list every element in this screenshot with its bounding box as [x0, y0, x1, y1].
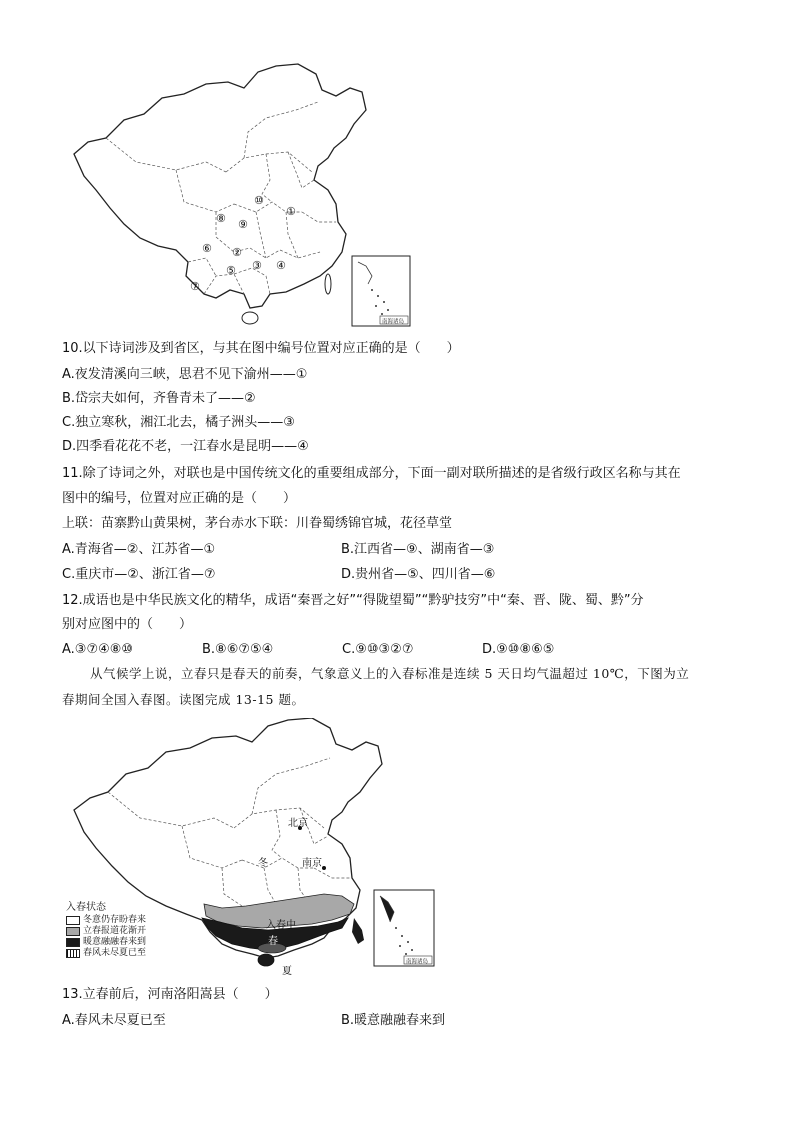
legend-swatch-gray [66, 927, 80, 936]
q13-option-b: B.暖意融融春来到 [341, 1013, 446, 1028]
legend-item-winter [66, 915, 146, 926]
q12-option-c: C.⑨⑩③②⑦ [342, 642, 414, 657]
q12-stem-1: 12.成语也是中华民族文化的精华，成语“秦晋之好”“得陇望蜀”“黔驴技穷”中“秦、晋、陇、蜀、黔”分 [62, 593, 644, 608]
q11-option-b: B.江西省—⑨、湖南省—③ [341, 542, 495, 557]
region-summer: 夏 [282, 966, 292, 976]
legend-swatch-dark [66, 938, 80, 947]
legend-label: 春风未尽夏已至 [83, 948, 147, 958]
label-9: ⑨ [238, 218, 248, 231]
q12-option-d: D.⑨⑩⑧⑥⑤ [482, 642, 555, 657]
q11-option-a: A.青海省—②、江苏省—① [62, 542, 216, 557]
q11-couplet: 上联：苗寨黔山黄果树，茅台赤水下联：川眷蜀绣锦官城，花径草堂 [62, 516, 453, 531]
label-2: ② [232, 246, 242, 259]
label-4: ④ [276, 259, 286, 272]
legend-label: 暖意融融春来到 [83, 937, 147, 947]
legend-label: 立春报道花渐开 [83, 926, 147, 936]
q10-option-b: B.岱宗夫如何，齐鲁青未了——② [62, 391, 256, 406]
q10-option-c: C.独立寒秋，湘江北去，橘子洲头——③ [62, 415, 295, 430]
q13-option-a: A.春风未尽夏已至 [62, 1013, 166, 1028]
region-winter: 冬 [258, 858, 268, 869]
q11-stem-1: 11.除了诗词之外，对联也是中国传统文化的重要组成部分，下面一副对联所描述的是省级行政区名称与其在 [62, 466, 681, 481]
label-8: ⑧ [216, 212, 226, 225]
spring-legend [66, 902, 146, 959]
city-nanjing: 南京 [302, 858, 322, 869]
q11-option-d: D.贵州省—⑤、四川省—⑥ [341, 567, 496, 582]
china-province-map [66, 62, 416, 330]
legend-swatch-white [66, 916, 80, 925]
q12-option-a: A.③⑦④⑧⑩ [62, 642, 134, 657]
q10-option-d: D.四季看花花不老，一江春水是昆明——④ [62, 439, 309, 454]
q13-stem: 13.立春前后，河南洛阳嵩县（ ） [62, 987, 278, 1002]
inset-label: 南海诸岛 [382, 319, 405, 325]
q11-option-c: C.重庆市—②、浙江省—⑦ [62, 567, 216, 582]
q10-stem: 10.以下诗词涉及到省区，与其在图中编号位置对应正确的是（ ） [62, 341, 460, 356]
china-outline [74, 64, 366, 308]
south-china-sea-inset-2 [374, 890, 434, 966]
label-3: ③ [252, 259, 262, 272]
legend-label: 冬意仍存盼春来 [83, 915, 147, 925]
label-6: ⑥ [202, 242, 212, 255]
label-5: ⑤ [226, 264, 236, 277]
inset-label-2: 南海诸岛 [406, 959, 429, 965]
south-china-sea-inset [352, 256, 410, 326]
passage-line-2: 春期间全国入春图。读图完成 13-15 题。 [62, 692, 305, 707]
region-spring: 春 [268, 936, 278, 947]
label-7: ⑦ [190, 280, 200, 293]
legend-title: 入春状态 [66, 902, 106, 913]
q10-option-a: A.夜发清溪向三峡，思君不见下渝州——① [62, 367, 308, 382]
region-entering-spring: 入春中 [266, 920, 296, 931]
legend-item-summer [66, 948, 146, 959]
legend-item-start [66, 926, 146, 937]
city-beijing: 北京 [288, 818, 308, 829]
legend-item-warm [66, 937, 146, 948]
label-1: ① [286, 205, 296, 218]
province-boundaries [106, 102, 336, 294]
passage-line-1: 从气候学上说，立春只是春天的前奏，气象意义上的入春标准是连续 5 天日均气温超过 10℃，下图为立 [90, 666, 690, 681]
q12-option-b: B.⑧⑥⑦⑤④ [202, 642, 274, 657]
legend-swatch-hatched [66, 949, 80, 958]
label-10: ⑩ [254, 194, 264, 207]
q12-stem-2: 别对应图中的（ ） [62, 617, 193, 632]
q11-stem-2: 图中的编号，位置对应正确的是（ ） [62, 491, 297, 506]
